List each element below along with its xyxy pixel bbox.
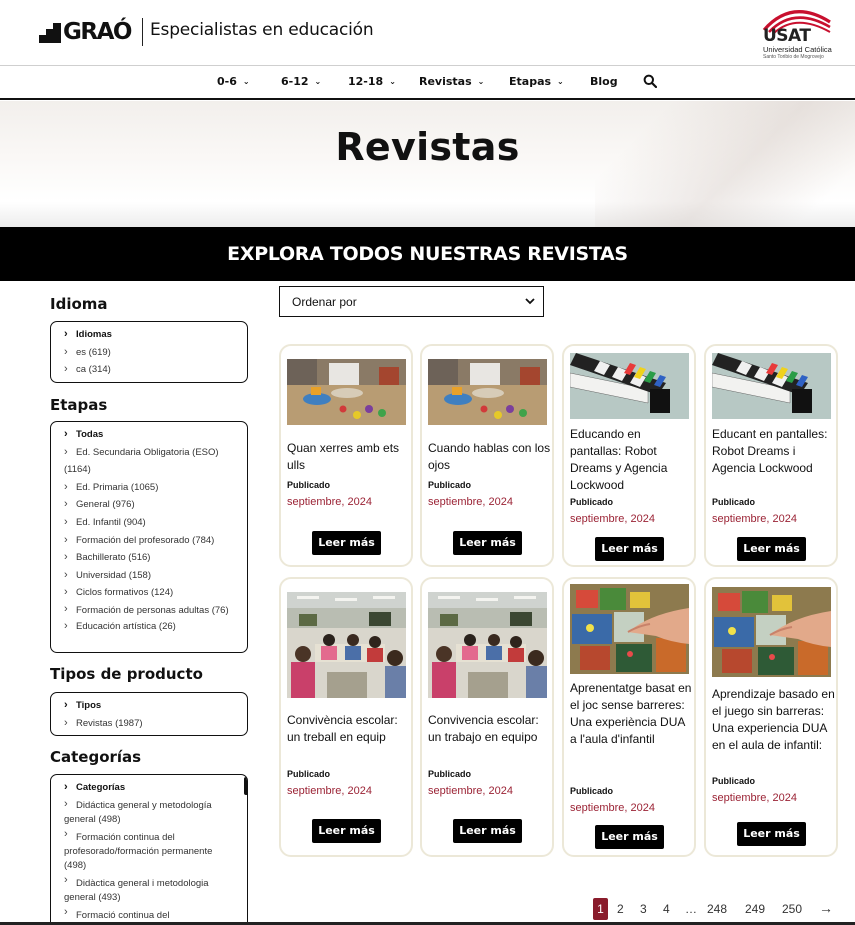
magazine-card[interactable]	[704, 344, 838, 567]
card-title[interactable]: Quan xerres amb ets ulls	[287, 441, 400, 472]
card-date: septiembre, 2024	[287, 785, 372, 797]
filter-group-categorias[interactable]: › Categorías	[64, 779, 237, 797]
filter-option[interactable]: › Educación artística (26)	[64, 618, 237, 636]
card-title[interactable]: Aprenentatge basat en el joc sense barreres: Una experiència DUA a l'aula d'infantil	[570, 681, 692, 746]
read-more-button[interactable]: Leer más	[737, 822, 806, 846]
filter-option[interactable]: › Formación del profesorado (784)	[64, 532, 237, 550]
board-game-photo-icon	[712, 587, 831, 677]
sort-select-value: Ordenar por	[292, 295, 357, 309]
filter-box-categorias	[50, 774, 248, 925]
filter-heading-categorias: Categorías	[50, 748, 142, 766]
read-more-button[interactable]: Leer más	[312, 531, 381, 555]
read-more-button[interactable]: Leer más	[737, 537, 806, 561]
section-title: EXPLORA TODOS NUESTRAS REVISTAS	[227, 243, 628, 265]
magazine-card[interactable]	[279, 577, 413, 857]
filter-option[interactable]: › Didáctica general y metodología general (498)	[64, 797, 237, 827]
filter-option[interactable]: › es (619)	[64, 344, 237, 362]
chevron-down-icon: ⌄	[477, 77, 485, 86]
read-more-button[interactable]: Leer más	[595, 537, 664, 561]
filter-option[interactable]: › Bachillerato (516)	[64, 549, 237, 567]
classroom-mats-photo-icon	[428, 359, 547, 425]
page-link[interactable]: 3	[640, 902, 647, 916]
stairs-logo-icon	[39, 21, 61, 43]
board-game-photo-icon	[570, 584, 689, 674]
card-published-label: Publicado	[570, 497, 614, 507]
read-more-button[interactable]: Leer más	[595, 825, 664, 849]
filter-group-idiomas[interactable]: › Idiomas	[64, 326, 237, 344]
partner-logo-line2: Santo Toribio de Mogrovejo	[763, 54, 824, 60]
search-icon[interactable]	[643, 74, 657, 88]
filter-box-etapas	[50, 421, 248, 653]
card-date: septiembre, 2024	[428, 496, 513, 508]
filter-option[interactable]: › Ed. Secundaria Obligatoria (ESO) (1164)	[64, 444, 237, 479]
filter-option[interactable]: › ca (314)	[64, 361, 237, 379]
magazine-card[interactable]	[420, 344, 554, 567]
nav-item-blog[interactable]	[590, 75, 618, 88]
magazine-card[interactable]	[420, 577, 554, 857]
card-title[interactable]: Convivència escolar: un treball en equip	[287, 713, 398, 744]
nav-item-0-6[interactable]	[217, 75, 250, 88]
logo-divider	[142, 18, 143, 46]
magazine-card[interactable]	[704, 577, 838, 857]
filter-heading-tipos: Tipos de producto	[50, 665, 203, 683]
card-date: septiembre, 2024	[287, 496, 372, 508]
card-published-label: Publicado	[712, 776, 756, 786]
magazine-card[interactable]	[279, 344, 413, 567]
filter-option[interactable]: › General (976)	[64, 496, 237, 514]
page-link[interactable]: 250	[782, 902, 803, 916]
clapperboard-photo-icon	[712, 353, 831, 419]
filter-heading-etapas: Etapas	[50, 396, 108, 414]
filter-box-idioma	[50, 321, 248, 383]
card-date: septiembre, 2024	[712, 513, 797, 525]
filter-heading-idioma: Idioma	[50, 295, 108, 313]
card-date: septiembre, 2024	[570, 513, 655, 525]
page-link[interactable]: 248	[707, 902, 728, 916]
classroom-students-photo-icon	[428, 592, 547, 698]
nav-item-6-12[interactable]	[281, 75, 321, 88]
next-page-arrow-icon[interactable]: →	[819, 900, 833, 916]
page-title: Revistas	[335, 125, 520, 169]
card-published-label: Publicado	[712, 497, 756, 507]
chevron-down-icon: ⌄	[389, 77, 396, 86]
card-title[interactable]: Aprendizaje basado en el juego sin barreras: Una experiencia DUA en el aula de infantil:	[712, 687, 835, 752]
filter-option[interactable]: › Ciclos formativos (124)	[64, 584, 237, 602]
card-title[interactable]: Convivencia escolar: un trabajo en equipo	[428, 713, 539, 744]
chevron-down-icon: ⌄	[314, 77, 322, 86]
card-date: septiembre, 2024	[428, 785, 513, 797]
filter-option[interactable]: › Formació continua del	[64, 905, 237, 923]
card-published-label: Publicado	[570, 786, 614, 796]
card-title[interactable]: Educant en pantalles: Robot Dreams i Agencia Lockwood	[712, 427, 828, 475]
scrollbar-thumb[interactable]	[244, 777, 248, 795]
page-hero	[0, 101, 855, 227]
card-title[interactable]: Educando en pantallas: Robot Dreams y Agencia Lockwood	[570, 427, 668, 492]
grao-logo[interactable]	[39, 18, 131, 46]
clapperboard-photo-icon	[570, 353, 689, 419]
partner-logo-name: USAT	[763, 26, 811, 46]
card-published-label: Publicado	[428, 769, 472, 779]
classroom-students-photo-icon	[287, 592, 406, 698]
card-date: septiembre, 2024	[712, 792, 797, 804]
card-title[interactable]: Cuando hablas con los ojos	[428, 441, 551, 472]
chevron-down-icon	[525, 296, 535, 306]
filter-option[interactable]: › Didàctica general i metodologia general (493)	[64, 873, 237, 905]
filter-group-todas[interactable]: › Todas	[64, 426, 237, 444]
nav-label: Revistas	[419, 75, 472, 88]
chevron-down-icon: ⌄	[242, 77, 250, 86]
nav-label: Blog	[590, 75, 618, 88]
main-nav	[0, 67, 855, 100]
site-tagline: Especialistas en educación	[150, 20, 374, 40]
filter-option[interactable]: › Universidad (158)	[64, 567, 237, 585]
card-date: septiembre, 2024	[570, 802, 655, 814]
magazine-card[interactable]	[562, 577, 696, 857]
nav-item-etapas[interactable]	[509, 75, 564, 88]
nav-label: 12-18	[348, 75, 384, 88]
page-link-current[interactable]: 1	[593, 898, 608, 920]
read-more-button[interactable]: Leer más	[453, 819, 522, 843]
page-link[interactable]: 4	[663, 902, 670, 916]
nav-label: 6-12	[281, 75, 309, 88]
filter-option[interactable]: › Ed. Infantil (904)	[64, 514, 237, 532]
card-published-label: Publicado	[428, 480, 472, 490]
filter-option[interactable]: › Formación continua del profesorado/formación permanente (498)	[64, 827, 237, 873]
card-published-label: Publicado	[287, 769, 331, 779]
chevron-down-icon: ⌄	[557, 77, 564, 86]
filter-option[interactable]: › Revistas (1987)	[64, 715, 237, 733]
page-link[interactable]: 2	[617, 902, 624, 916]
section-band	[0, 227, 855, 281]
logo-text: GRAÓ	[63, 19, 131, 45]
classroom-mats-photo-icon	[287, 359, 406, 425]
page-link[interactable]: 249	[745, 902, 766, 916]
sort-select[interactable]	[279, 286, 544, 317]
read-more-button[interactable]: Leer más	[453, 531, 522, 555]
filter-group-tipos[interactable]: › Tipos	[64, 697, 237, 715]
read-more-button[interactable]: Leer más	[312, 819, 381, 843]
filter-option[interactable]: › Ed. Primaria (1065)	[64, 479, 237, 497]
filter-box-tipos	[50, 692, 248, 736]
nav-label: Etapas	[509, 75, 552, 88]
site-header	[0, 0, 855, 66]
magazine-card[interactable]	[562, 344, 696, 567]
filter-option[interactable]: › Formación de personas adultas (76)	[64, 602, 237, 618]
nav-item-12-18[interactable]	[348, 75, 396, 88]
partner-logo[interactable]	[760, 4, 832, 62]
partner-logo-line1: Universidad Católica	[763, 45, 832, 54]
pagination-ellipsis: …	[685, 902, 697, 916]
nav-label: 0-6	[217, 75, 237, 88]
nav-item-revistas[interactable]	[419, 75, 484, 88]
card-published-label: Publicado	[287, 480, 331, 490]
